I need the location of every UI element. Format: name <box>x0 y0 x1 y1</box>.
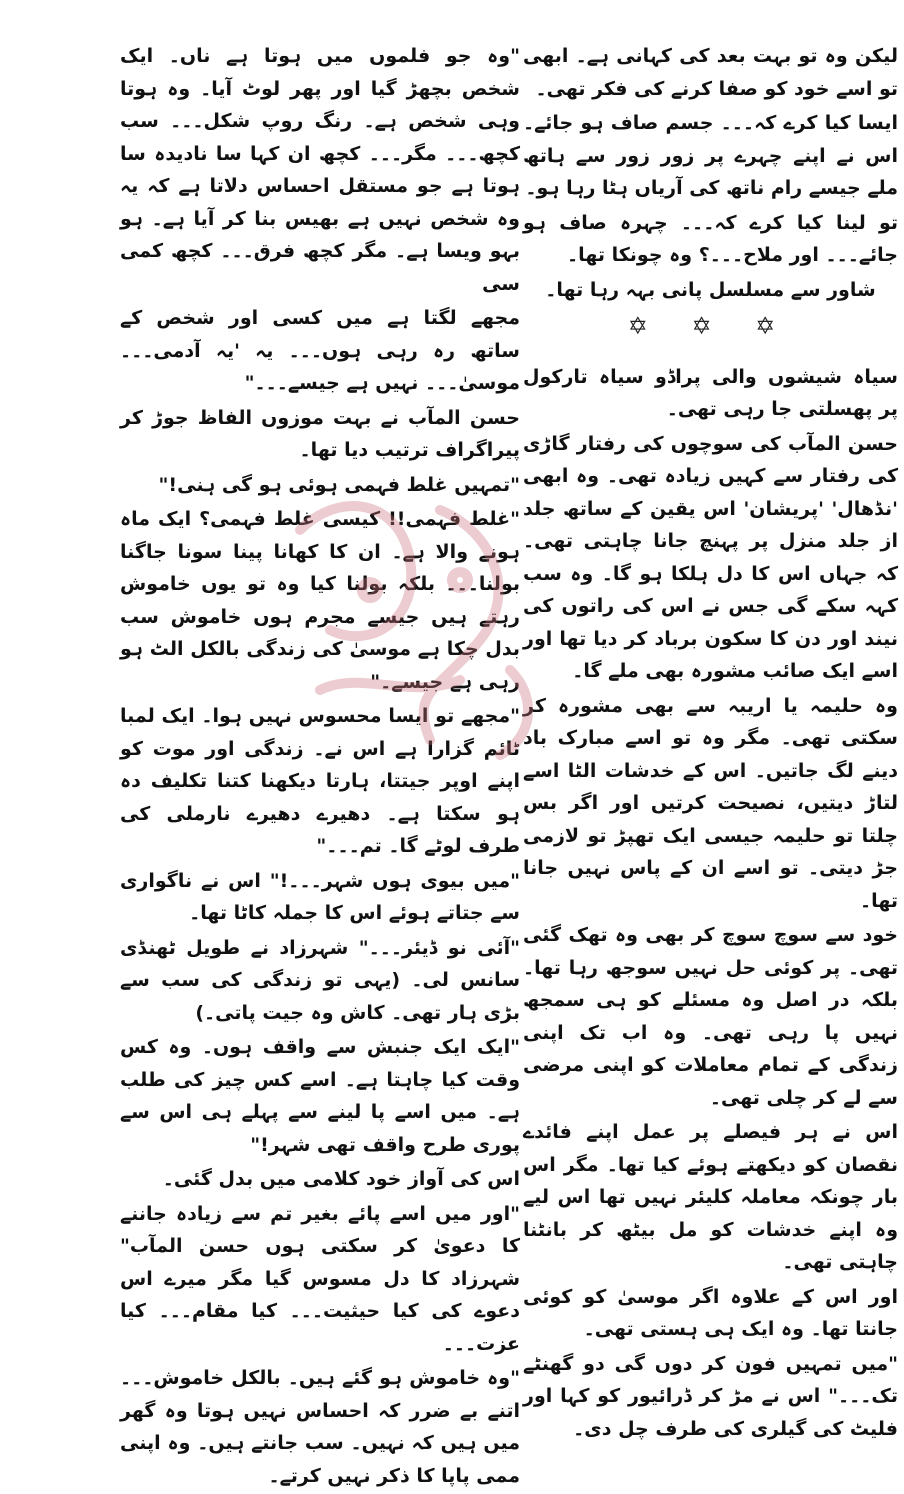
paragraph: شاور سے مسلسل پانی بہہ رہا تھا۔ <box>545 278 876 301</box>
paragraph: سیاہ شیشوں والی پراڈو سیاہ تارکول پر پھسلتی جا رہی تھی۔ <box>523 365 898 420</box>
paragraph: "اور میں اسے پائے بغیر تم سے زیادہ جاننے کا دعویٰ کر سکتی ہوں حسن المآب" شہرزاد کا دل مسوس گیا مگر میرے اس دعوے کی کیا حیثیت۔۔۔ کیا مقام۔۔۔ کیا عزت۔۔۔ <box>120 1202 520 1355</box>
paragraph: "آئی نو ڈیئر۔۔۔" شہرزاد نے طویل ٹھنڈی سانس لی۔ (یہی تو زندگی کی سب سے بڑی ہار تھی۔ کاش وہ جیت پاتی۔) <box>120 936 520 1024</box>
paragraph: "وہ خاموش ہو گئے ہیں۔ بالکل خاموش۔۔۔ اتنے بے ضرر کہ احساس نہیں ہوتا وہ گھر میں ہیں کہ نہیں۔ سب جانتے ہیں۔ وہ اپنی ممی پاپا کا ذکر نہیں کرتے۔ <box>120 1367 520 1487</box>
paragraph: "میں بیوی ہوں شہر۔۔۔!" اس نے ناگواری سے جتاتے ہوئے اس کا جملہ کاٹا تھا۔ <box>120 869 520 924</box>
paragraph: "مجھے تو ایسا محسوس نہیں ہوا۔ ایک لمبا ٹائم گزارا ہے اس نے۔ زندگی اور موت کو اپنے اوپر جیتتا، ہارتا دیکھنا کتنا تکلیف دہ ہو سکتا ہے۔ دھیرے دھیرے نارملی کی طرف لوٹے گا۔ تم۔۔۔" <box>120 705 520 857</box>
paragraph: لیکن وہ تو بہت بعد کی کہانی ہے۔ ابھی تو اسے خود کو صفا کرنے کی فکر تھی۔ <box>523 45 898 100</box>
paragraph: "تمہیں غلط فہمی ہوئی ہو گی ہنی!" <box>158 473 520 496</box>
paragraph: "میں تمہیں فون کر دوں گی دو گھنٹے تک۔۔۔" اس نے مڑ کر ڈرائیور کو کہا اور فلیٹ کی گیلری کی طرف چل دی۔ <box>523 1352 898 1440</box>
paragraph: اور اس کے علاوہ اگر موسیٰ کو کوئی جانتا تھا۔ وہ ایک ہی ہستی تھی۔ <box>523 1285 898 1340</box>
paragraph: ایسا کیا کرے کہ۔۔۔ جسم صاف ہو جائے۔ اس نے اپنے چہرے پر زور زور سے ہاتھ ملے جیسے رام ناتھ کی آریاں ہٹا رہا ہو۔ <box>523 112 898 199</box>
paragraph: حسن المآب کی سوچوں کی رفتار گاڑی کی رفتار سے کہیں زیادہ تھی۔ وہ ابھی 'نڈھال' 'پریشان' اس یقین کے ساتھ جلد از جلد منزل پر پہنچ جانا چاہتی تھی۔ کہ جہاں اس کا دل ہلکا ہو گا۔ وہ سب کہہ سکے گی جس نے اس کی راتوں کی نیند اور دن کا سکون برباد کر دیا تھا اور اسے ایک صائب مشورہ بھی ملے گا۔ <box>523 432 898 682</box>
left-text-column <box>120 40 520 1494</box>
paragraph: مجھے لگتا ہے میں کسی اور شخص کے ساتھ رہ رہی ہوں۔۔۔ یہ 'یہ آدمی۔۔۔ موسیٰ۔۔۔ نہیں ہے جیسے۔۔۔" <box>120 307 520 394</box>
section-separator-stars: ✡ ✡ ✡ <box>627 312 794 340</box>
paragraph: "ایک ایک جنبش سے واقف ہوں۔ وہ کس وقت کیا چاہتا ہے۔ اسے کس چیز کی طلب ہے۔ میں اسے پا لینے سے پہلے ہی اس سے پوری طرح واقف تھی شہر!" <box>120 1036 520 1156</box>
paragraph: "وہ جو فلموں میں ہوتا ہے ناں۔ ایک شخص بچھڑ گیا اور پھر لوٹ آیا۔ وہ ہوتا وہی شخص ہے۔ رنگ روپ شکل۔۔۔ سب کچھ۔۔۔ مگر۔۔۔ کچھ ان کہا سا نادیدہ سا ہوتا ہے جو مستقل احساس دلاتا ہے کہ یہ وہ شخص نہیں ہے بھیس بنا کر آیا ہے۔ ہو بہو ویسا ہے۔ مگر کچھ فرق۔۔۔ کچھ کمی سی <box>120 45 520 295</box>
paragraph: خود سے سوچ سوچ کر بھی وہ تھک گئی تھی۔ پر کوئی حل نہیں سوجھ رہا تھا۔ بلکہ در اصل وہ مسئلے کو ہی سمجھ نہیں پا رہی تھی۔ وہ اب تک اپنی زندگی کے تمام معاملات کو اپنی مرضی سے لے کر چلی تھی۔ <box>523 924 898 1109</box>
paragraph: حسن المآب نے بہت موزوں الفاظ جوڑ کر پیراگراف ترتیب دیا تھا۔ <box>120 406 520 461</box>
paragraph: وہ حلیمہ یا اریبہ سے بھی مشورہ کر سکتی تھی۔ مگر وہ تو اسے مبارک باد دینے لگ جاتیں۔ اس کے خدشات الٹا اسے لتاڑ دیتیں، نصیحت کرتیں اور اگر بس چلتا تو حلیمہ جیسی ایک تھپڑ تو لازمی جڑ دیتی۔ تو اسے ان کے پاس نہیں جانا تھا۔ <box>523 694 898 912</box>
right-text-column <box>523 40 898 1447</box>
paragraph: اس کی آواز خود کلامی میں بدل گئی۔ <box>162 1168 520 1190</box>
paragraph: اس نے ہر فیصلے پر عمل اپنے فائدے نقصان کو دیکھتے ہوئے کیا تھا۔ مگر اس بار چونکہ معاملہ کلیئر نہیں تھا اس لیے وہ اپنے خدشات کو مل بیٹھ کر بانٹنا چاہتی تھی۔ <box>523 1121 898 1273</box>
paragraph: "غلط فہمی!! کیسی غلط فہمی؟ ایک ماہ ہونے والا ہے۔ ان کا کھانا پینا سونا جاگنا بولنا۔۔۔ بلکہ بولنا کیا وہ تو یوں خاموش رہتے ہیں جیسے مجرم ہوں خاموش سب بدل چکا ہے موسیٰ کی زندگی بالکل الٹ ہو رہی ہے جیسے۔" <box>120 508 520 693</box>
paragraph: تو لینا کیا کرے کہ۔۔۔ چہرہ صاف ہو جائے۔۔۔ اور ملاح۔۔۔؟ وہ چونکا تھا۔ <box>523 211 898 266</box>
